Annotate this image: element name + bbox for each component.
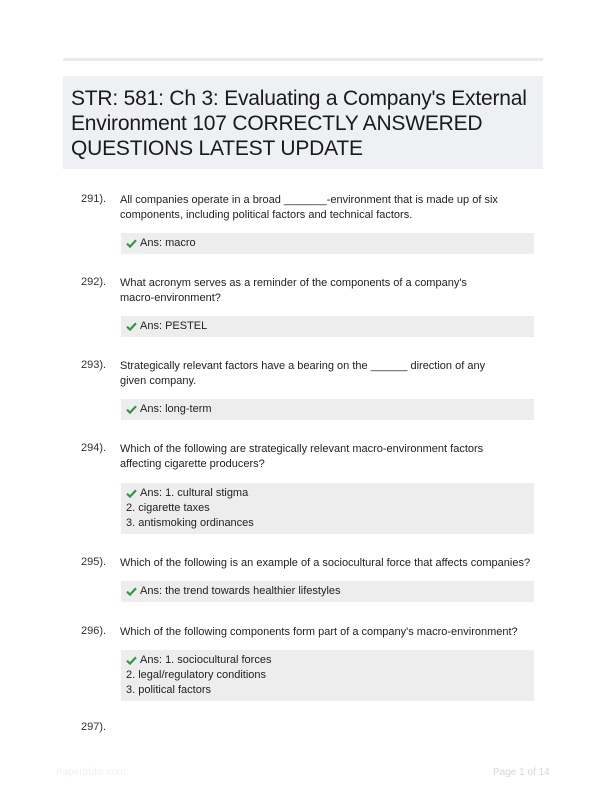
question-number: 291). (81, 193, 107, 205)
document-title-box (63, 76, 543, 169)
checkmark-icon (126, 656, 137, 665)
question-text: Which of the following components form part of a company's macro-environment? (120, 626, 518, 638)
answer-line: 2. legal/regulatory conditions (126, 669, 267, 681)
checkmark-icon (126, 239, 137, 248)
document-title: STR: 581: Ch 3: Evaluating a Company's External Environment 107 CORRECTLY ANSWERED QUESTIONS LATEST UPDATE (71, 87, 527, 160)
answer-box (121, 316, 534, 337)
checkmark-icon (126, 587, 137, 596)
page-number: Page 1 of 14 (493, 767, 550, 778)
answer-box (121, 650, 534, 701)
question-number: 296). (81, 625, 107, 637)
answer-box (121, 483, 534, 534)
answer-line: Ans: PESTEL (126, 319, 529, 334)
question-number: 294). (81, 442, 107, 454)
answer-line: Ans: 1. cultural stigma (126, 486, 529, 501)
answer-line: Ans: 1. sociocultural forces (126, 653, 529, 668)
question-number: 293). (81, 359, 107, 371)
question-text: What acronym serves as a reminder of the components of a company's macro-environment? (120, 277, 467, 304)
question-number: 295). (81, 556, 107, 568)
answer-line: Ans: the trend towards healthier lifestyles (126, 584, 529, 599)
answer-line: 3. antismoking ordinances (126, 517, 254, 529)
answer-box (121, 233, 534, 254)
checkmark-icon (126, 405, 137, 414)
checkmark-icon (126, 489, 137, 498)
answer-line: 3. political factors (126, 684, 211, 696)
question-text: Which of the following are strategically relevant macro-environment factors affecting cigarette producers? (120, 443, 484, 470)
question-text: Which of the following is an example of a sociocultural force that affects companies? (120, 557, 531, 569)
question-number: 292). (81, 276, 107, 288)
answer-box (121, 399, 534, 420)
question-number: 297). (81, 721, 107, 733)
answer-line: 2. cigarette taxes (126, 502, 210, 514)
answer-line: Ans: macro (126, 236, 529, 251)
question-text: Strategically relevant factors have a bearing on the ______ direction of any given company. (120, 360, 486, 387)
answer-box (121, 581, 534, 602)
checkmark-icon (126, 322, 137, 331)
question-text: All companies operate in a broad _______-environment that is made up of six components, including political factors and technical factors. (120, 194, 498, 221)
footer-watermark: Papertrblic.com (56, 767, 126, 778)
answer-line: Ans: long-term (126, 402, 529, 417)
top-divider (63, 58, 543, 61)
